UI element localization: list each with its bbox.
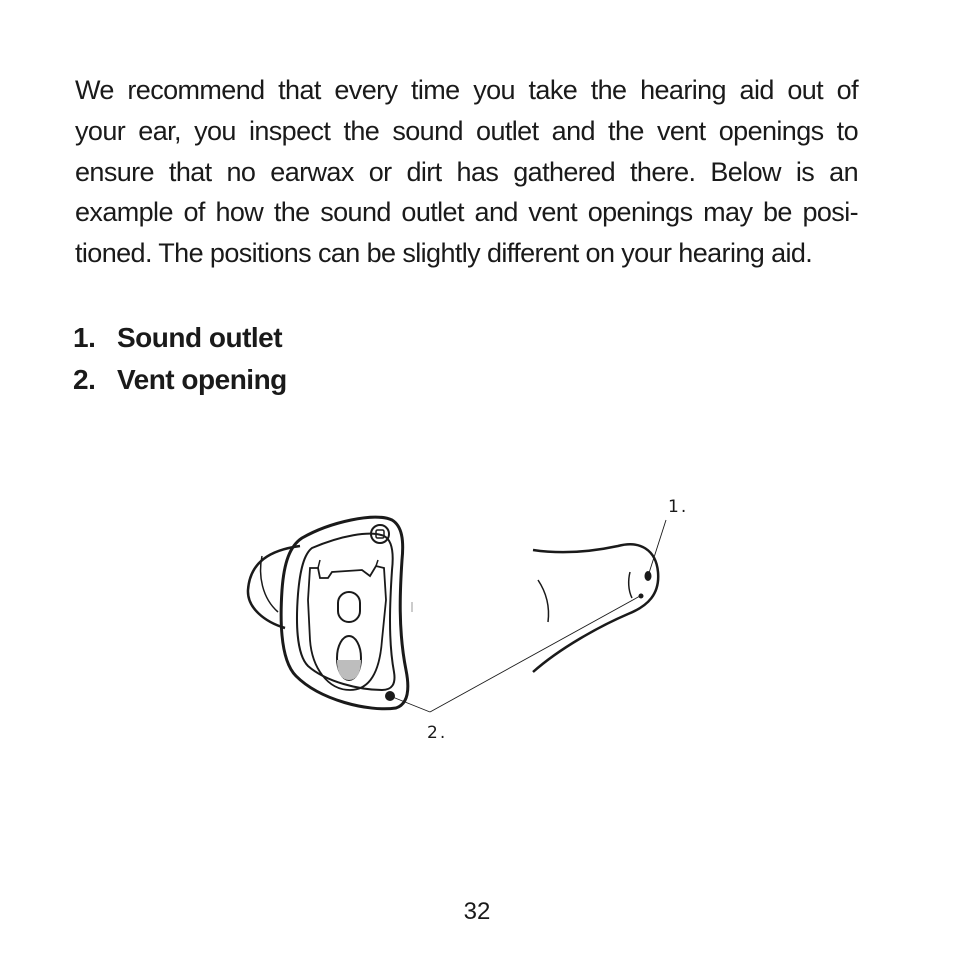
list-number: 2. (73, 364, 96, 395)
list-number: 1. (73, 322, 96, 353)
page-number: 32 (463, 898, 491, 925)
sound-outlet-dot (645, 571, 652, 581)
hearing-aid-faceplate-view (248, 517, 408, 709)
paragraph-line: your ear, you inspect the sound outlet and the vent openings to (75, 115, 858, 146)
paragraph-line: ensure that no earwax or dirt has gathered there. Below is an (75, 156, 858, 187)
paragraph-line: example of how the sound outlet and vent openings may be posi- (75, 197, 858, 228)
hearing-aid-illustration (240, 490, 700, 750)
paragraph-line: We recommend that every time you take the hearing aid out of (75, 75, 858, 105)
list-item-sound-outlet (73, 317, 287, 359)
parts-list (73, 317, 287, 401)
callout-label-2: 2. (427, 723, 448, 743)
callout-label-1: 1. (668, 497, 689, 517)
list-label: Sound outlet (117, 322, 283, 353)
list-label: Vent opening (117, 364, 287, 395)
instruction-paragraph (75, 70, 858, 274)
paragraph-line: tioned. The positions can be slightly different on your hearing aid. (75, 238, 813, 269)
hearing-aid-side-view (533, 544, 658, 672)
list-item-vent-opening (73, 359, 287, 401)
